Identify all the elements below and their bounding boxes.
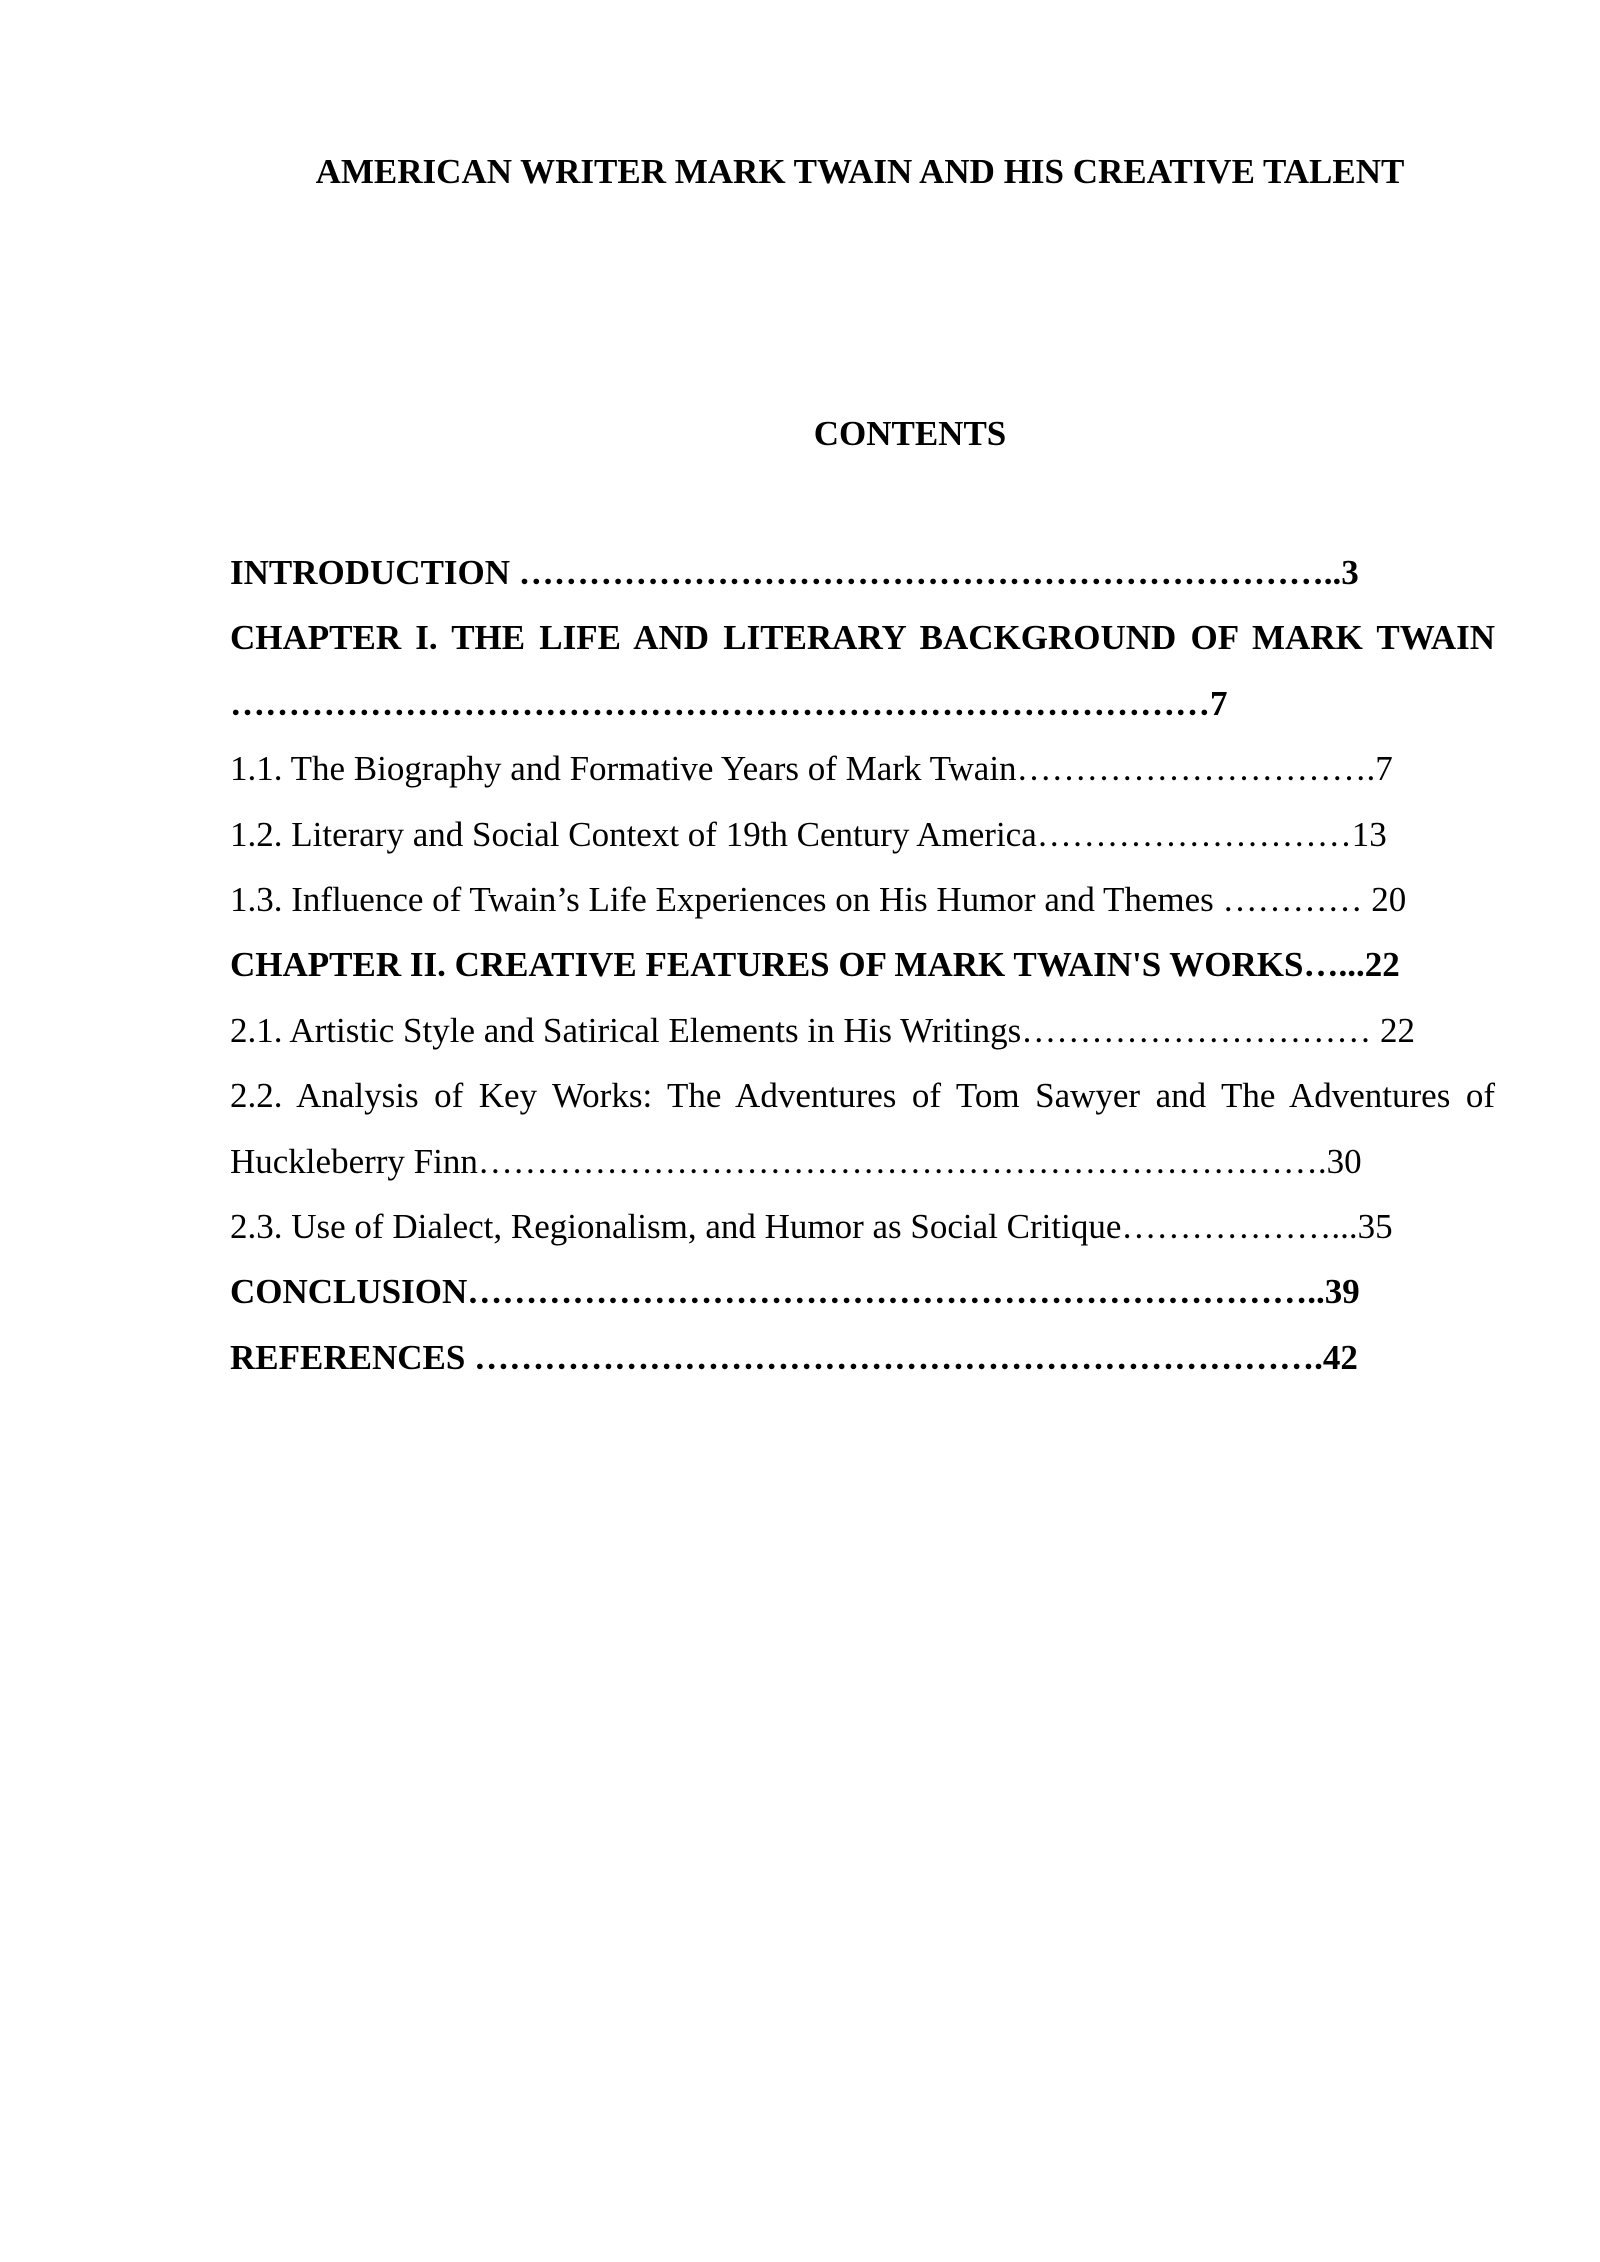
- toc-entry-section-1-1: 1.1. The Biography and Formative Years of Mark Twain………………………….7: [230, 749, 1393, 789]
- toc-entry-section-2-1: 2.1. Artistic Style and Satirical Elements in His Writings………………………… 22: [230, 1010, 1415, 1050]
- toc-entry-introduction: INTRODUCTION ……………………………………………………………..3: [230, 553, 1359, 592]
- table-of-contents: [230, 540, 1495, 1390]
- document-title: AMERICAN WRITER MARK TWAIN AND HIS CREATIVE TALENT: [315, 152, 1405, 191]
- toc-entry-section-2-3: 2.3. Use of Dialect, Regionalism, and Humor as Social Critique………………...35: [230, 1207, 1393, 1247]
- toc-entry-references: REFERENCES ……………………………………………………………….42: [230, 1337, 1358, 1377]
- toc-entry-conclusion: CONCLUSION………………………………………………………………..39: [230, 1272, 1360, 1312]
- toc-entry-chapter-2: CHAPTER II. CREATIVE FEATURES OF MARK TWAIN'S WORKS…...22: [230, 945, 1400, 985]
- toc-entry-chapter-1: CHAPTER I. THE LIFE AND LITERARY BACKGROUND OF MARK TWAIN …………………………………………………………………………7: [230, 618, 1495, 723]
- toc-entry-section-1-3: 1.3. Influence of Twain’s Life Experiences on His Humor and Themes ………… 20: [230, 880, 1407, 920]
- contents-heading: CONTENTS: [813, 414, 1007, 453]
- toc-entry-section-1-2: 1.2. Literary and Social Context of 19th Century America………………………13: [230, 814, 1387, 854]
- toc-entry-section-2-2: 2.2. Analysis of Key Works: The Adventures of Tom Sawyer and The Adventures of Huckleberry Finn……………………………………………………………….30: [230, 1076, 1495, 1181]
